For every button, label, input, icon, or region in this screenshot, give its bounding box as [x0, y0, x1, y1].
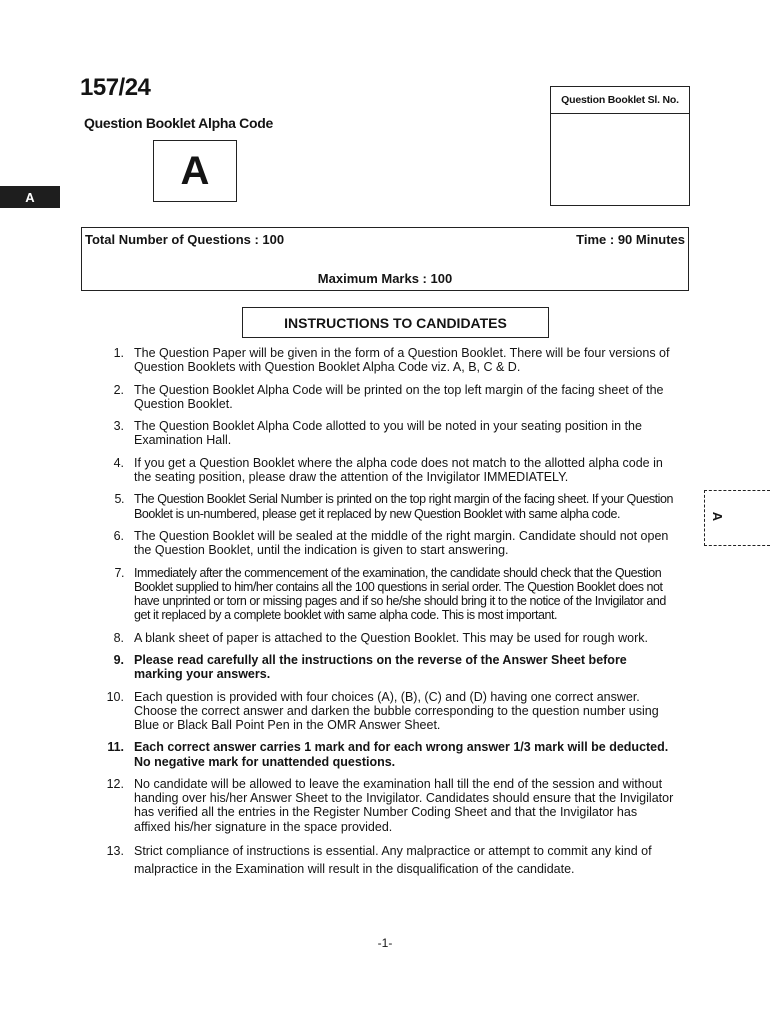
instruction-item: [102, 777, 674, 834]
instruction-text: Each correct answer carries 1 mark and for each wrong answer 1/3 mark will be deducted. No negative mark for unattended questions.: [134, 740, 669, 769]
exam-time: Time : 90 Minutes: [576, 232, 685, 247]
instruction-text: No candidate will be allowed to leave the examination hall till the end of the session and without handing over his/her Answer Sheet to the Invigilator. Candidates should ensure that the Invigilator has verified all the entries in the Register Number Coding Sheet and that the Invigilator has affixed his/her signature in the space provided.: [134, 776, 674, 834]
instruction-item: [102, 653, 674, 681]
instruction-text: Please read carefully all the instructions on the reverse of the Answer Sheet before marking your answers.: [134, 652, 627, 682]
alpha-code-value: A: [180, 148, 210, 193]
instruction-text: The Question Booklet will be sealed at the middle of the right margin. Candidate should not open the Question Booklet, until the indication is given to start answering.: [134, 528, 669, 558]
instruction-number: 7.: [114, 565, 124, 580]
instruction-item: [102, 492, 674, 520]
instruction-number: 2.: [113, 382, 124, 397]
instruction-text: A blank sheet of paper is attached to the Question Booklet. This may be used for rough work.: [134, 630, 648, 645]
instruction-number: 12.: [106, 776, 124, 791]
seal-mark-edge: [704, 490, 770, 491]
instruction-item: [102, 631, 674, 645]
instruction-number: 11.: [107, 740, 124, 755]
exam-info-box: [81, 227, 689, 291]
instruction-text: If you get a Question Booklet where the alpha code does not match to the allotted alpha code in the seating position, please draw the attention of the Invigilator IMMEDIATELY.: [134, 455, 663, 484]
instruction-item: [102, 566, 674, 623]
seal-mark-edge: [704, 545, 770, 546]
side-alpha-tab: [0, 186, 60, 208]
instruction-number: 8.: [113, 630, 124, 645]
instruction-text: The Question Booklet Alpha Code will be printed on the top left margin of the facing sheet of the Question Booklet.: [134, 382, 664, 411]
instruction-text: Immediately after the commencement of the examination, the candidate should check that the Question Booklet supplied to him/her contains all the 100 questions in serial order. The Question Booklet does not have unprinted or torn or missing pages and if so he/she should bring it to the notice of the Invigilator and get it replaced by a complete booklet with same alpha code. This is most important.: [134, 565, 666, 623]
instruction-text: The Question Booklet Serial Number is printed on the top right margin of the facing sheet. If your Question Booklet is un-numbered, please get it replaced by new Question Booklet with same alpha code.: [134, 492, 673, 521]
instruction-number: 3.: [113, 419, 124, 434]
instruction-text: The Question Paper will be given in the form of a Question Booklet. There will be four versions of Question Booklets with Question Booklet Alpha Code viz. A, B, C & D.: [134, 346, 670, 375]
instruction-number: 10.: [106, 689, 124, 704]
instruction-item: [102, 529, 674, 557]
instruction-item: [102, 383, 674, 411]
page-number: -1-: [377, 936, 393, 950]
instruction-text: Strict compliance of instructions is essential. Any malpractice or attempt to commit any kind of malpractice in the Examination will result in the disqualification of the candidate.: [134, 843, 652, 876]
paper-code: 157/24: [80, 74, 151, 101]
seal-mark-edge: [704, 490, 705, 546]
side-tab-letter: A: [25, 189, 35, 205]
serial-number-label: Question Booklet Sl. No.: [551, 87, 689, 114]
instruction-number: 4.: [113, 455, 124, 470]
serial-number-box: [550, 86, 690, 206]
instruction-text: Each question is provided with four choices (A), (B), (C) and (D) having one correct answer. Choose the correct answer and darken the bubble corresponding to the question number using Blue or Black Ball Point Pen in the OMR Answer Sheet.: [134, 689, 659, 732]
seal-mark: [704, 490, 770, 546]
instructions-list: [102, 346, 674, 886]
maximum-marks: Maximum Marks : 100: [317, 271, 453, 286]
instruction-number: 9.: [113, 652, 124, 667]
instruction-number: 13.: [106, 843, 124, 858]
instruction-number: 5.: [114, 492, 124, 507]
instruction-item: [102, 690, 674, 733]
total-questions: Total Number of Questions : 100: [85, 232, 285, 247]
instruction-number: 6.: [113, 528, 124, 543]
alpha-code-box: [153, 140, 237, 202]
instruction-item: [102, 419, 674, 447]
instruction-item: [102, 842, 674, 878]
instruction-item: [102, 740, 674, 768]
instruction-item: [102, 346, 674, 374]
instructions-title: INSTRUCTIONS TO CANDIDATES: [242, 307, 549, 338]
alpha-code-label: Question Booklet Alpha Code: [84, 115, 273, 131]
instruction-text: The Question Booklet Alpha Code allotted to you will be noted in your seating position in the Examination Hall.: [134, 419, 642, 448]
seal-mark-letter: A: [710, 511, 726, 522]
instruction-number: 1.: [113, 346, 124, 360]
instruction-item: [102, 456, 674, 484]
